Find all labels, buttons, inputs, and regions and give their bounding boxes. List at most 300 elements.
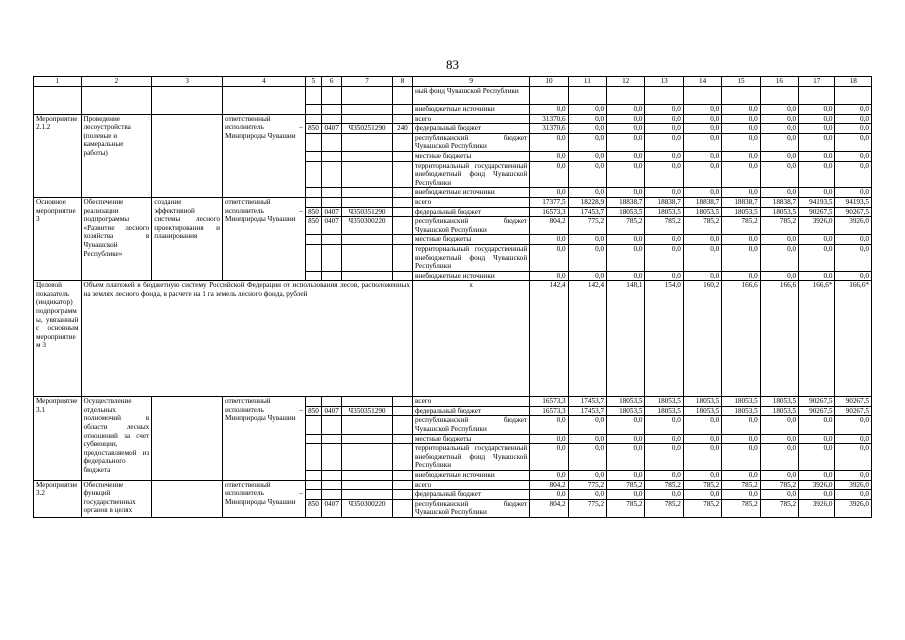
code-cell: [305, 188, 321, 198]
source-label: федеральный бюджет: [412, 490, 529, 500]
value-cell: 0,0: [760, 105, 798, 115]
value-cell: 785,2: [722, 217, 760, 235]
code-cell: [342, 444, 393, 471]
measure-goal: создание эффективной системы лесного проектирования и планирования: [152, 197, 223, 280]
value-cell: 0,0: [607, 133, 645, 151]
code-cell: [392, 114, 412, 124]
code-cell: [342, 133, 393, 151]
value-cell: 0,0: [835, 105, 872, 115]
value-cell: 0,0: [607, 124, 645, 134]
code-cell: [342, 114, 393, 124]
page-number: 83: [446, 57, 459, 72]
code-cell: [392, 480, 412, 490]
source-label: внебюджетные источники: [412, 188, 529, 198]
value-cell: 0,0: [607, 114, 645, 124]
value-cell: 18053,5: [722, 207, 760, 217]
value-cell: 0,0: [835, 114, 872, 124]
value-cell: 17453,7: [568, 406, 606, 416]
indicator-name: Целевой показатель (индикатор) подпрограммы, увязанный с основным мероприятием 3: [34, 281, 82, 397]
value-cell: 804,2: [530, 499, 568, 517]
code-cell: [342, 161, 393, 188]
code-cell: [322, 151, 342, 161]
value-cell: 0,0: [568, 471, 606, 481]
value-cell: 0,0: [568, 444, 606, 471]
value-cell: 0,0: [799, 471, 835, 481]
code-cell: [305, 161, 321, 188]
value-cell: 3926,0: [835, 499, 872, 517]
value-cell: 0,0: [760, 124, 798, 134]
value-cell: 166,6*: [835, 281, 872, 397]
value-cell: 0,0: [835, 133, 872, 151]
value-cell: 0,0: [645, 124, 683, 134]
value-cell: 0,0: [530, 151, 568, 161]
value-cell: 0,0: [683, 235, 721, 245]
value-cell: 0,0: [835, 235, 872, 245]
value-cell: 785,2: [607, 499, 645, 517]
column-header: 13: [645, 77, 683, 87]
value-cell: 16573,3: [530, 397, 568, 407]
code-cell: [305, 235, 321, 245]
value-cell: 0,0: [799, 416, 835, 434]
code-cell: [342, 471, 393, 481]
code-cell: 850: [305, 207, 321, 217]
code-cell: [305, 244, 321, 271]
value-cell: 0,0: [645, 235, 683, 245]
value-cell: 0,0: [568, 416, 606, 434]
value-cell: 0,0: [835, 161, 872, 188]
value-cell: 0,0: [799, 188, 835, 198]
value-cell: 0,0: [607, 105, 645, 115]
code-cell: [322, 105, 342, 115]
value-cell: 0,0: [568, 244, 606, 271]
budget-table: [33, 76, 872, 518]
value-cell: 0,0: [799, 105, 835, 115]
value-cell: 804,2: [530, 217, 568, 235]
value-cell: 3926,0: [799, 499, 835, 517]
column-header: 12: [607, 77, 645, 87]
value-cell: 0,0: [645, 188, 683, 198]
code-cell: [342, 416, 393, 434]
value-cell: 0,0: [722, 271, 760, 281]
source-label: местные бюджеты: [412, 235, 529, 245]
code-cell: [392, 161, 412, 188]
value-cell: 0,0: [568, 114, 606, 124]
value-cell: 0,0: [645, 444, 683, 471]
value-cell: 0,0: [722, 416, 760, 434]
code-cell: [322, 133, 342, 151]
value-cell: 17453,7: [568, 207, 606, 217]
value-cell: 0,0: [760, 271, 798, 281]
value-cell: 785,2: [607, 217, 645, 235]
value-cell: 0,0: [568, 434, 606, 444]
value-cell: 0,0: [645, 434, 683, 444]
code-cell: [392, 416, 412, 434]
value-cell: 0,0: [645, 244, 683, 271]
value-cell: 0,0: [835, 124, 872, 134]
value-cell: 17377,5: [530, 197, 568, 207]
code-cell: [305, 114, 321, 124]
value-cell: 804,2: [530, 480, 568, 490]
source-label: всего: [412, 397, 529, 407]
value-cell: 0,0: [568, 490, 606, 500]
value-cell: 785,2: [683, 217, 721, 235]
code-cell: [392, 490, 412, 500]
value-cell: 18838,7: [683, 197, 721, 207]
value-cell: 0,0: [645, 471, 683, 481]
value-cell: 160,2: [683, 281, 721, 397]
value-cell: 0,0: [835, 434, 872, 444]
value-cell: 0,0: [799, 151, 835, 161]
value-cell: 775,2: [568, 499, 606, 517]
code-cell: [392, 471, 412, 481]
column-header: 6: [322, 77, 342, 87]
value-cell: 0,0: [607, 471, 645, 481]
table-row: [34, 87, 872, 105]
code-cell: [342, 434, 393, 444]
value-cell: 18053,5: [760, 207, 798, 217]
value-cell: 0,0: [722, 133, 760, 151]
value-cell: 3926,0: [835, 217, 872, 235]
table-row: [34, 397, 872, 407]
source-label: территориальный государственный внебюджетный фонд Чувашской Республики: [412, 161, 529, 188]
value-cell: 785,2: [645, 217, 683, 235]
code-cell: [305, 105, 321, 115]
column-header: 1: [34, 77, 82, 87]
value-cell: 18838,7: [645, 197, 683, 207]
measure-name: Мероприятие 3.2: [34, 480, 82, 517]
value-cell: 0,0: [760, 416, 798, 434]
value-cell: 18053,5: [683, 406, 721, 416]
value-cell: 785,2: [760, 499, 798, 517]
value-cell: 18838,7: [722, 197, 760, 207]
value-cell: 18053,5: [760, 406, 798, 416]
column-header: 2: [81, 77, 152, 87]
code-cell: [342, 271, 393, 281]
value-cell: 3926,0: [799, 217, 835, 235]
source-label: всего: [412, 480, 529, 490]
value-cell: 0,0: [530, 444, 568, 471]
value-cell: 90267,5: [835, 397, 872, 407]
value-cell: 0,0: [645, 114, 683, 124]
code-cell: [322, 114, 342, 124]
value-cell: 0,0: [722, 444, 760, 471]
value-cell: 785,2: [645, 499, 683, 517]
value-cell: 154,0: [645, 281, 683, 397]
value-cell: 0,0: [683, 151, 721, 161]
code-cell: [305, 197, 321, 207]
column-header: 10: [530, 77, 568, 87]
code-cell: [305, 87, 321, 105]
code-cell: [305, 416, 321, 434]
measure-name: Основное мероприятие 3: [34, 197, 82, 280]
source-label: местные бюджеты: [412, 151, 529, 161]
value-cell: 0,0: [683, 271, 721, 281]
value-cell: 18838,7: [760, 197, 798, 207]
source-label: республиканский бюджет Чувашской Республики: [412, 217, 529, 235]
value-cell: 90267,5: [799, 397, 835, 407]
value-cell: 0,0: [530, 235, 568, 245]
value-cell: 0,0: [645, 151, 683, 161]
source-label: ный фонд Чувашской Республики: [412, 87, 529, 105]
responsible-executor: ответственный исполнитель – Минприроды Чувашии: [223, 114, 306, 197]
code-cell: 0407: [322, 406, 342, 416]
value-cell: 17453,7: [568, 397, 606, 407]
source-label: федеральный бюджет: [412, 124, 529, 134]
value-cell: 0,0: [760, 444, 798, 471]
responsible-executor: ответственный исполнитель – Минприроды Чувашии: [223, 197, 306, 280]
value-cell: 0,0: [568, 161, 606, 188]
code-cell: [342, 244, 393, 271]
measure-name: Мероприятие 2.1.2: [34, 114, 82, 197]
value-cell: 18053,5: [683, 207, 721, 217]
value-cell: 0,0: [568, 124, 606, 134]
source-label: внебюджетные источники: [412, 271, 529, 281]
column-header: 18: [835, 77, 872, 87]
value-cell: 0,0: [760, 471, 798, 481]
value-cell: 0,0: [799, 244, 835, 271]
value-cell: 0,0: [722, 244, 760, 271]
value-cell: 0,0: [530, 416, 568, 434]
column-header: 16: [760, 77, 798, 87]
value-cell: 785,2: [722, 480, 760, 490]
code-cell: 850: [305, 124, 321, 134]
responsible-executor: ответственный исполнитель – Минприроды Чувашии: [223, 397, 306, 480]
code-cell: 0407: [322, 499, 342, 517]
code-cell: [322, 271, 342, 281]
table-row: [34, 281, 872, 397]
value-cell: 31370,6: [530, 114, 568, 124]
value-cell: 0,0: [835, 471, 872, 481]
code-cell: [322, 397, 342, 407]
value-cell: 31370,6: [530, 124, 568, 134]
value-cell: 0,0: [645, 133, 683, 151]
value-cell: 0,0: [799, 161, 835, 188]
value-cell: 0,0: [835, 151, 872, 161]
source-label: местные бюджеты: [412, 434, 529, 444]
column-header: 17: [799, 77, 835, 87]
value-cell: 0,0: [835, 271, 872, 281]
value-cell: 0,0: [799, 434, 835, 444]
code-cell: [342, 105, 393, 115]
value-cell: 0,0: [722, 161, 760, 188]
value-cell: 0,0: [568, 188, 606, 198]
value-cell: 0,0: [607, 244, 645, 271]
code-cell: Ч350300220: [342, 499, 393, 517]
value-cell: 0,0: [530, 105, 568, 115]
value-cell: 0,0: [722, 105, 760, 115]
value-cell: 0,0: [568, 105, 606, 115]
value-cell: 166,6: [722, 281, 760, 397]
value-cell: 0,0: [683, 244, 721, 271]
value-cell: 16573,3: [530, 207, 568, 217]
value-cell: 0,0: [760, 244, 798, 271]
code-cell: [322, 444, 342, 471]
value-cell: 166,6: [760, 281, 798, 397]
value-cell: 0,0: [683, 133, 721, 151]
responsible-executor: ответственный исполнитель – Минприроды Чувашии: [223, 480, 306, 517]
value-cell: 0,0: [530, 434, 568, 444]
code-cell: [322, 416, 342, 434]
value-cell: 0,0: [530, 244, 568, 271]
value-cell: 0,0: [530, 161, 568, 188]
code-cell: [392, 444, 412, 471]
value-cell: 0,0: [835, 416, 872, 434]
code-cell: [305, 133, 321, 151]
code-cell: [305, 444, 321, 471]
source-label: федеральный бюджет: [412, 207, 529, 217]
value-cell: 0,0: [607, 235, 645, 245]
value-cell: 0,0: [683, 490, 721, 500]
value-cell: 785,2: [683, 480, 721, 490]
value-cell: 18053,5: [607, 397, 645, 407]
code-cell: 0407: [322, 217, 342, 235]
value-cell: 0,0: [799, 444, 835, 471]
column-header: 7: [342, 77, 393, 87]
value-cell: 166,6*: [799, 281, 835, 397]
value-cell: 0,0: [530, 133, 568, 151]
value-cell: 0,0: [683, 114, 721, 124]
code-cell: [305, 151, 321, 161]
value-cell: 18053,5: [607, 207, 645, 217]
code-cell: [342, 197, 393, 207]
code-cell: [392, 434, 412, 444]
value-cell: 142,4: [530, 281, 568, 397]
code-cell: [305, 490, 321, 500]
value-cell: 0,0: [607, 434, 645, 444]
code-cell: [322, 188, 342, 198]
code-cell: [342, 151, 393, 161]
column-header: 3: [152, 77, 223, 87]
value-cell: 785,2: [760, 480, 798, 490]
source-label: республиканский бюджет Чувашской Республики: [412, 416, 529, 434]
code-cell: [392, 235, 412, 245]
value-cell: 18228,9: [568, 197, 606, 207]
value-cell: 18053,5: [683, 397, 721, 407]
value-cell: 18053,5: [645, 397, 683, 407]
value-cell: 0,0: [760, 235, 798, 245]
value-cell: 16573,3: [530, 406, 568, 416]
value-cell: 18053,5: [645, 406, 683, 416]
value-cell: 142,4: [568, 281, 606, 397]
value-cell: 18053,5: [722, 397, 760, 407]
code-cell: [322, 197, 342, 207]
value-cell: 0,0: [568, 271, 606, 281]
value-cell: 0,0: [645, 490, 683, 500]
table-row: [34, 114, 872, 124]
value-cell: 18053,5: [760, 397, 798, 407]
value-cell: 0,0: [683, 124, 721, 134]
value-cell: 785,2: [760, 217, 798, 235]
code-cell: [392, 397, 412, 407]
code-cell: [392, 151, 412, 161]
value-cell: 0,0: [607, 271, 645, 281]
value-cell: 0,0: [683, 416, 721, 434]
code-cell: [342, 490, 393, 500]
value-cell: 0,0: [835, 490, 872, 500]
code-cell: [342, 188, 393, 198]
value-cell: 0,0: [799, 235, 835, 245]
value-cell: 0,0: [760, 114, 798, 124]
code-cell: Ч350300220: [342, 217, 393, 235]
source-label: всего: [412, 197, 529, 207]
code-cell: [322, 480, 342, 490]
measure-name: Мероприятие 3.1: [34, 397, 82, 480]
value-cell: 0,0: [607, 161, 645, 188]
value-cell: 90267,5: [835, 207, 872, 217]
value-cell: 0,0: [760, 188, 798, 198]
value-cell: 0,0: [683, 161, 721, 188]
value-cell: 0,0: [568, 151, 606, 161]
value-cell: 0,0: [607, 490, 645, 500]
column-header: 9: [412, 77, 529, 87]
value-cell: 0,0: [722, 124, 760, 134]
code-cell: [392, 105, 412, 115]
value-cell: 0,0: [530, 471, 568, 481]
value-cell: 0,0: [645, 271, 683, 281]
value-cell: 18053,5: [722, 406, 760, 416]
value-cell: 94193,5: [799, 197, 835, 207]
value-cell: 18053,5: [607, 406, 645, 416]
code-cell: [342, 235, 393, 245]
value-cell: 785,2: [607, 480, 645, 490]
code-cell: [322, 235, 342, 245]
column-header: 15: [722, 77, 760, 87]
value-cell: 0,0: [760, 151, 798, 161]
code-cell: [342, 87, 393, 105]
code-cell: [322, 434, 342, 444]
value-cell: 0,0: [683, 444, 721, 471]
code-cell: [392, 244, 412, 271]
value-cell: 18838,7: [607, 197, 645, 207]
source-label: республиканский бюджет Чувашской Республики: [412, 499, 529, 517]
code-cell: [322, 161, 342, 188]
code-cell: [392, 271, 412, 281]
code-cell: 850: [305, 499, 321, 517]
value-cell: 775,2: [568, 480, 606, 490]
source-label: всего: [412, 114, 529, 124]
code-cell: [305, 397, 321, 407]
measure-title: Обеспечение реализации подпрограммы «Развитие лесного хозяйства в Чувашской Республике»: [81, 197, 152, 280]
code-cell: [322, 87, 342, 105]
value-cell: 775,2: [568, 217, 606, 235]
value-cell: 0,0: [722, 188, 760, 198]
value-cell: 0,0: [683, 105, 721, 115]
code-cell: 0407: [322, 124, 342, 134]
code-cell: [342, 480, 393, 490]
value-cell: 0,0: [760, 161, 798, 188]
value-cell: 0,0: [607, 151, 645, 161]
value-cell: 0,0: [835, 444, 872, 471]
value-cell: 0,0: [722, 114, 760, 124]
measure-title: Осуществление отдельных полномочий в области лесных отношений за счет субвенции, предоставляемой из федерального бюджета: [81, 397, 152, 480]
source-label: республиканский бюджет Чувашской Республики: [412, 133, 529, 151]
code-cell: 850: [305, 217, 321, 235]
table-row: [34, 480, 872, 490]
code-cell: 850: [305, 406, 321, 416]
code-cell: [305, 434, 321, 444]
value-cell: 3926,0: [835, 480, 872, 490]
value-cell: 90267,5: [835, 406, 872, 416]
value-cell: 0,0: [760, 133, 798, 151]
source-label: внебюджетные источники: [412, 105, 529, 115]
source-label: внебюджетные источники: [412, 471, 529, 481]
source-label: федеральный бюджет: [412, 406, 529, 416]
value-cell: 90267,5: [799, 406, 835, 416]
value-cell: 0,0: [799, 271, 835, 281]
code-cell: [322, 244, 342, 271]
value-cell: 0,0: [607, 188, 645, 198]
source-label: территориальный государственный внебюджетный фонд Чувашской Республики: [412, 444, 529, 471]
